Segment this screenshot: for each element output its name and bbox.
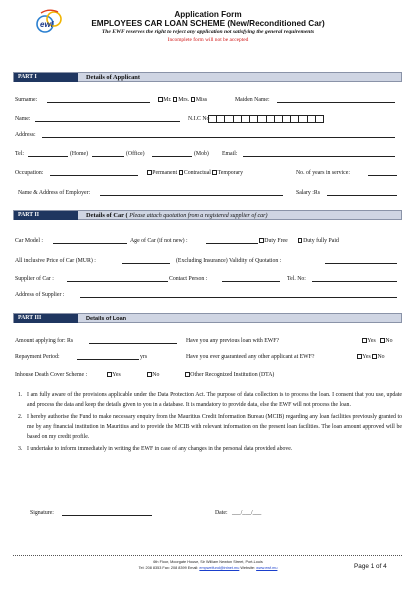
previous-loan-yes-label: Yes [367,338,376,344]
title-options [158,97,207,103]
duty-options [259,238,339,244]
part1-heading: Details of Applicant [86,73,140,81]
part2-tag: PART II [14,211,78,220]
duty-free-checkbox[interactable] [259,238,264,243]
footer-website-link[interactable]: www.ewf.mu [256,566,278,570]
maiden-name-field[interactable] [277,102,395,103]
duty-paid-checkbox[interactable] [298,238,303,243]
occupation-field[interactable] [50,175,138,176]
nic-field[interactable] [208,115,324,123]
inhouse-yes [107,372,121,378]
employer-label: Name & Address of Employer: [18,190,91,196]
amount-field[interactable] [89,343,177,344]
signature-field[interactable] [62,515,152,516]
guaranteed-label: Have you ever guaranteed any other applicant at EWF? [186,354,315,360]
name-field[interactable] [35,121,180,122]
contractual-label: Contractual [183,170,211,176]
inhouse-yes-label: Yes [112,372,121,378]
declaration-text: I am fully aware of the provisions applicable under the Data Protection Act. The purpose of data collection is to process the loan. I consent that you use, update and process the data and keep the details given to you in a database. It is mandatory to provide data, else the EWF will not process the loan. [27,392,402,408]
declarations-list [18,391,402,456]
period-field[interactable] [77,359,139,360]
surname-field[interactable] [47,102,150,103]
amount-label: Amount applying for: Rs [15,338,74,344]
years-service-field[interactable] [368,175,397,176]
declaration-text: I hereby authorise the Fund to make necessary enquiry from the Mauritius Credit Information Bureau (MCIB) regarding any loan facilities previously granted to me by any financial institution in Mauritius and to provide the MCIB with relevant information on the present loan facilities. The loan amount approved will be based on my credit profile. [27,413,402,440]
surname-label: Surname: [15,97,38,103]
declaration-number: 3. [18,445,23,452]
validity-label: (Excluding Insurance) Validity of Quotation : [176,258,282,264]
form-title: Application Form [174,10,242,19]
supplier-address-field[interactable] [80,297,397,298]
occupation-label: Occupation: [15,170,44,176]
declaration-number: 1. [18,392,23,398]
declaration-number: 2. [18,413,23,420]
name-label: Name: [15,116,31,122]
other-insurance-checkbox[interactable] [185,372,190,377]
form-subtitle: EMPLOYEES CAR LOAN SCHEME (New/Reconditioned Car) [91,19,325,28]
years-service-label: No. of years in service: [296,170,350,176]
car-age-label: Age of Car (if not new) : [130,238,188,244]
previous-loan-label: Have you any previous loan with EWF? [186,338,280,344]
guaranteed-no-checkbox[interactable] [372,354,377,359]
inhouse-label: Inhouse Death Cover Scheme : [15,372,88,378]
temporary-checkbox[interactable] [212,170,217,175]
other-insurance-label: Other Recognized Institution (DTA) [190,372,275,378]
address-label: Address: [15,132,36,138]
supplier-tel-field[interactable] [312,281,397,282]
miss-label: Miss [195,97,208,103]
supplier-label: Supplier of Car : [15,276,54,282]
previous-loan-no-checkbox[interactable] [380,338,385,343]
miss-checkbox[interactable] [191,97,196,102]
home-label: (Home) [70,151,89,157]
declaration-item [18,413,402,443]
incomplete-warning: Incomplete form will not be accepted [167,37,249,43]
inhouse-no-checkbox[interactable] [147,372,152,377]
permanent-label: Permanent [152,170,178,176]
inhouse-yes-checkbox[interactable] [107,372,112,377]
maiden-name-label: Maiden Name: [235,97,270,103]
car-age-field[interactable] [206,243,258,244]
inhouse-no [147,372,159,378]
supplier-tel-label: Tel. No: [287,276,306,282]
tel-label: Tel: [15,151,24,157]
salary-label: Salary :Rs [296,190,320,196]
guaranteed-yes-checkbox[interactable] [357,354,362,359]
part3-tag: PART III [14,314,78,323]
mr-label: Mr. [163,97,172,103]
footer-address: 6th Floor, Moorgate House, Sir William Newton Street, Port-Louis [153,560,263,564]
nic-label: N.I.C No [188,116,210,122]
duty-free-label: Duty Free [264,238,288,244]
mrs-checkbox[interactable] [173,97,178,102]
declaration-text: I undertake to inform immediately in writing the EWF in case of any changes in the personal data provided above. [27,445,293,452]
part3-heading: Details of Loan [86,315,127,322]
part3-header [13,313,402,323]
contact-person-field[interactable] [222,281,280,282]
address-field[interactable] [42,137,395,138]
contractual-checkbox[interactable] [179,170,184,175]
car-model-label: Car Model : [15,238,44,244]
part1-header [13,72,402,82]
mr-checkbox[interactable] [158,97,163,102]
duty-paid-label: Duty fully Paid [303,238,339,244]
period-label: Repayment Period: [15,354,60,360]
employer-field[interactable] [100,195,283,196]
previous-loan-yes-checkbox[interactable] [362,338,367,343]
other-insurance [185,372,274,378]
supplier-address-label: Address of Supplier : [15,292,65,298]
tel-office-field[interactable] [92,156,124,157]
date-label: Date: [215,510,228,516]
temporary-label: Temporary [217,170,243,176]
rejection-notice: The EWF reserves the right to reject any application not satisfying the general requirements [101,29,315,35]
date-field[interactable]: ___/___/___ [232,510,262,516]
footer-divider [13,555,402,556]
email-field[interactable] [243,156,395,157]
declaration-item [18,391,402,411]
validity-field[interactable] [325,263,397,264]
logo-text: ewf [40,20,54,29]
car-model-field[interactable] [53,243,127,244]
yrs-label: yrs [140,354,148,360]
part2-heading-note: Please attach quotation from a registered supplier of car) [129,212,268,219]
previous-loan-options [362,338,392,344]
part2-heading [86,212,268,219]
employment-type [147,170,243,176]
car-price-label: All inclusive Price of Car (MUR) : [15,258,96,264]
salary-field[interactable] [327,195,397,196]
inhouse-no-label: No [152,372,160,378]
office-label: (Office) [126,151,145,157]
page-number: Page 1 of 4 [354,563,387,570]
tel-mob-field[interactable] [152,156,192,157]
tel-home-field[interactable] [28,156,68,157]
guaranteed-options [357,354,385,360]
guaranteed-no-label: No [377,354,385,360]
signature-label: Signature: [30,510,54,516]
car-price-field[interactable] [122,263,170,264]
contact-person-label: Contact Person : [169,276,208,282]
part2-heading-text: Details of Car ( [86,211,128,219]
previous-loan-no-label: No [385,338,393,344]
footer-website-prefix: Website: [239,566,257,570]
supplier-field[interactable] [67,281,168,282]
email-label: Email: [222,151,238,157]
footer-contact-prefix: Tel: 208 8353 Fax: 208 8399 Email: [138,566,200,570]
declaration-item [18,445,402,455]
mrs-label: Mrs. [178,97,190,103]
part2-header [13,210,402,220]
part1-tag: PART I [14,73,78,82]
mob-label: (Mob) [194,151,209,157]
permanent-checkbox[interactable] [147,170,152,175]
footer-email-link[interactable]: empwelfund@intnet.mu [199,566,240,570]
guaranteed-yes-label: Yes [362,354,371,360]
